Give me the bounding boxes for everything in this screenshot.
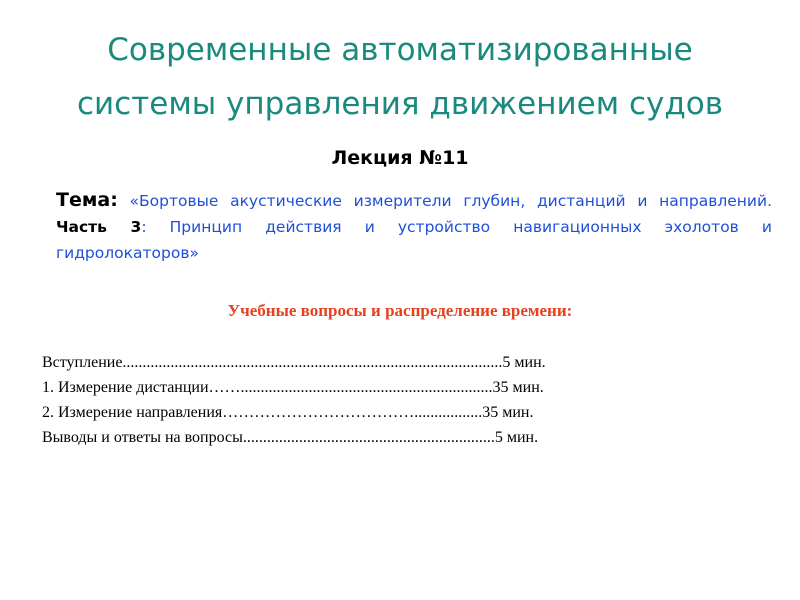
- schedule-heading: Учебные вопросы и распределение времени:: [227, 301, 573, 320]
- topic-text-part-1: «Бортовые акустические измерители глубин, дистанций и направлений.: [117, 192, 772, 210]
- schedule-item-conclusions: Выводы и ответы на вопросы...............................................................5 мин.: [42, 429, 539, 446]
- lecture-number: Лекция №11: [331, 147, 469, 169]
- slide-title-line-1: Современные автоматизированные: [107, 32, 693, 68]
- topic-part-label: Часть 3: [56, 218, 142, 236]
- topic-paragraph: [56, 187, 772, 266]
- schedule-item-distance: 1. Измерение дистанции……...............................................................35 мин.: [42, 379, 544, 396]
- topic-text-part-2: : Принцип действия и устройство навигационных эхолотов и гидролокаторов»: [56, 218, 772, 262]
- schedule-item-intro: Вступление...............................................................................................5 мин.: [42, 354, 546, 371]
- schedule-list: [42, 350, 742, 450]
- schedule-item-direction: 2. Измерение направления……………………………….................35 мин.: [42, 404, 534, 421]
- topic-label: Тема:: [56, 189, 118, 211]
- slide-title-line-2: системы управления движением судов: [76, 86, 724, 122]
